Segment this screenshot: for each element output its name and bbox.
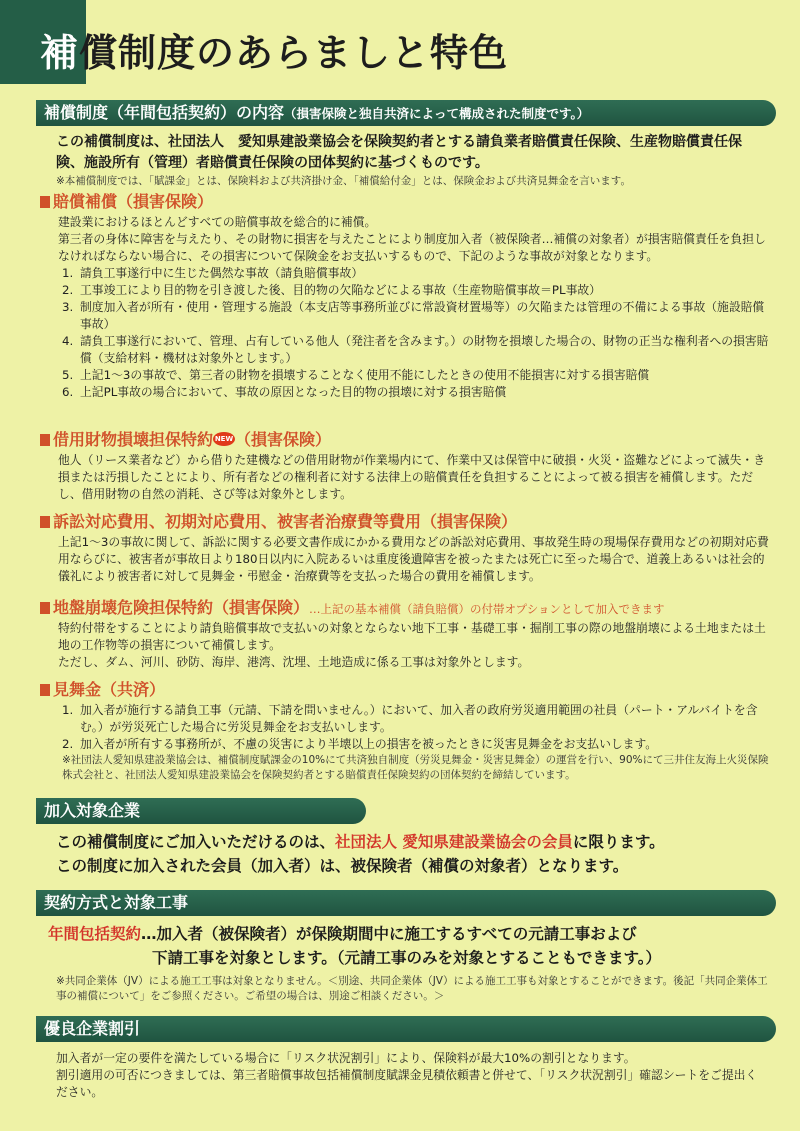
section-bar-keiyaku: 契約方式と対象工事 [36, 890, 776, 916]
square-bullet-icon [40, 434, 50, 446]
baisho-p1: 建設業におけるほとんどすべての賠償事故を総合的に補償。 [58, 215, 377, 229]
yuryo-body [56, 1050, 768, 1101]
list-item: 1. 請負工事遂行中に生じた偶然な事故（請負賠償事故） [62, 266, 364, 280]
jiban-p2: ただし、ダム、河川、砂防、海岸、港湾、沈埋、土地造成に係る工事は対象外とします。 [58, 655, 530, 669]
heading-jiban: 地盤崩壊危険担保特約（損害保険）…上記の基本補償（請負賠償）の付帯オプションとして加入できます [40, 598, 664, 619]
heading-shakuyo: 借用財物損壊担保特約 NEW （損害保険） [40, 430, 331, 450]
jiban-body [58, 620, 770, 671]
list-item: 2. 加入者が所有する事務所が、不慮の災害により半壊以上の損害を被ったときに災害見舞金をお支払いします。 [62, 737, 658, 751]
intro-block [56, 132, 768, 189]
new-badge-icon: NEW [213, 432, 235, 446]
kanyu-body [56, 830, 780, 878]
list-item: 6. 上記PL事故の場合において、事故の原因となった目的物の損壊に対する損害賠償 [62, 385, 507, 399]
baisho-body [58, 214, 770, 401]
jiban-p1: 特約付帯をすることにより請負賠償事故で支払いの対象とならない地下工事・基礎工事・掘削工事の際の地盤崩壊による土地または土地の工作物等の損害について補償します。 [58, 621, 766, 652]
keiyaku-note: ※共同企業体（JV）による施工工事は対象となりません。＜別途、共同企業体（JV）による施工工事も対象とすることができます。後記「共同企業体工事の補償について」をご参照ください。ご希望の場合は、別途ご相談ください。＞ [56, 975, 768, 1002]
member-highlight: 社団法人 愛知県建設業協会の会員 [335, 833, 573, 851]
keiyaku-line1: 年間包括契約…加入者（被保険者）が保険期間中に施工するすべての元請工事および [48, 925, 637, 943]
mimai-list [58, 702, 770, 753]
kanyu-line2: この制度に加入された会員（加入者）は、被保険者（補償の対象者）となります。 [56, 857, 629, 875]
sosho-p: 上記1～3の事故に関して、訴訟に関する必要文書作成にかかる費用などの訴訟対応費用、事故発生時の現場保存費用などの初期対応費用ならびに、被害者が事故日より180日以内に入院あるいは重度後遺障害を被ったまたは死亡に至った場合で、道義上あるいは社会的儀礼により被害者に対して見舞金・弔慰金・治療費等を支払った場合の費用を補償します。 [58, 535, 769, 583]
shakuyo-body [58, 452, 770, 503]
list-item: 5. 上記1～3の事故で、第三者の財物を損壊することなく使用不能にしたときの使用不能損害に対する損害賠償 [62, 368, 650, 382]
mimai-body [58, 702, 770, 783]
list-item: 2. 工事竣工により目的物を引き渡した後、目的物の欠陥などによる事故（生産物賠償事故＝PL事故） [62, 283, 601, 297]
list-item: 1. 加入者が施行する請負工事（元請、下請を問いません。）において、加入者の政府労災適用範囲の社員（パート・アルバイトを含む。）が労災死亡した場合に労災見舞金をお支払いします。 [62, 703, 758, 734]
square-bullet-icon [40, 684, 50, 696]
baisho-p2: 第三者の身体に障害を与えたり、その財物に損害を与えたことにより制度加入者（被保険者…補償の対象者）が損害賠償責任を負担しなければならない場合に、その損害について保険金をお支払いするもので、下記のような事故が対象となります。 [58, 232, 766, 263]
intro-note: ※本補償制度では、「賦課金」とは、保険料および共済掛け金、「補償給付金」とは、保険金および共済見舞金を言います。 [56, 175, 631, 187]
list-item: 4. 請負工事遂行において、管理、占有している他人（発注者を含みます。）の財物を損壊した場合の、財物の正当な権利者への損害賠償（支給材料・機材は対象外とします。） [62, 334, 769, 365]
keiyaku-label: 年間包括契約 [48, 925, 142, 943]
kanyu-line1: この補償制度にご加入いただけるのは、社団法人 愛知県建設業協会の会員に限ります。 [56, 833, 665, 851]
section-bar-yuryo: 優良企業割引 [36, 1016, 776, 1042]
yuryo-p2: 割引適用の可否につきましては、第三者賠償事故包括補償制度賦課金見積依頼書と併せて、「リスク状況割引」確認シートをご提出ください。 [56, 1068, 758, 1099]
keiyaku-body [48, 922, 772, 970]
yuryo-p1: 加入者が一定の要件を満たしている場合に「リスク状況割引」により、保険料が最大10%の割引となります。 [56, 1051, 636, 1065]
section-bar-contents: 補償制度（年間包括契約）の内容（損害保険と独自共済によって構成された制度です。） [36, 100, 776, 126]
square-bullet-icon [40, 602, 50, 614]
mimai-note: ※社団法人愛知県建設業協会は、補償制度賦課金の10%にて共済独自制度（労災見舞金・災害見舞金）の運営を行い、90%にて三井住友海上火災保険株式会社と、社団法人愛知県建設業協会を保険契約者とする賠償責任保険契約の団体契約を締結しています。 [62, 754, 769, 781]
list-item: 3. 制度加入者が所有・使用・管理する施設（本支店等事務所並びに常設資材置場等）の欠陥または管理の不備による事故（施設賠償事故） [62, 300, 765, 331]
section-bar-kanyu: 加入対象企業 [36, 798, 366, 824]
jiban-option-note: …上記の基本補償（請負賠償）の付帯オプションとして加入できます [309, 602, 665, 616]
heading-mimai: 見舞金（共済） [40, 680, 165, 700]
square-bullet-icon [40, 516, 50, 528]
page-title-bar [0, 0, 800, 84]
intro-lead: この補償制度は、社団法人 愛知県建設業協会を保険契約者とする請負業者賠償責任保険、生産物賠償責任保険、施設所有（管理）者賠償責任保険の団体契約に基づくものです。 [56, 134, 742, 171]
baisho-list [58, 265, 770, 401]
heading-sosho: 訴訟対応費用、初期対応費用、被害者治療費等費用（損害保険） [40, 512, 517, 532]
keiyaku-line2: 下請工事を対象とします。（元請工事のみを対象とすることもできます。） [152, 949, 662, 967]
heading-baisho: 賠償補償（損害保険） [40, 192, 213, 212]
square-bullet-icon [40, 196, 50, 208]
shakuyo-p: 他人（リース業者など）から借りた建機などの借用財物が作業場内にて、作業中又は保管中に破損・火災・盗難などによって滅失・き損または汚損したことにより、所有者などの権利者に対する法律上の賠償責任を負担することによって被る損害を補償します。ただし、借用財物の自然の消耗、さび等は対象外とします。 [58, 453, 765, 501]
page-title: 補償制度のあらましと特色 [40, 31, 509, 75]
sosho-body [58, 534, 770, 585]
